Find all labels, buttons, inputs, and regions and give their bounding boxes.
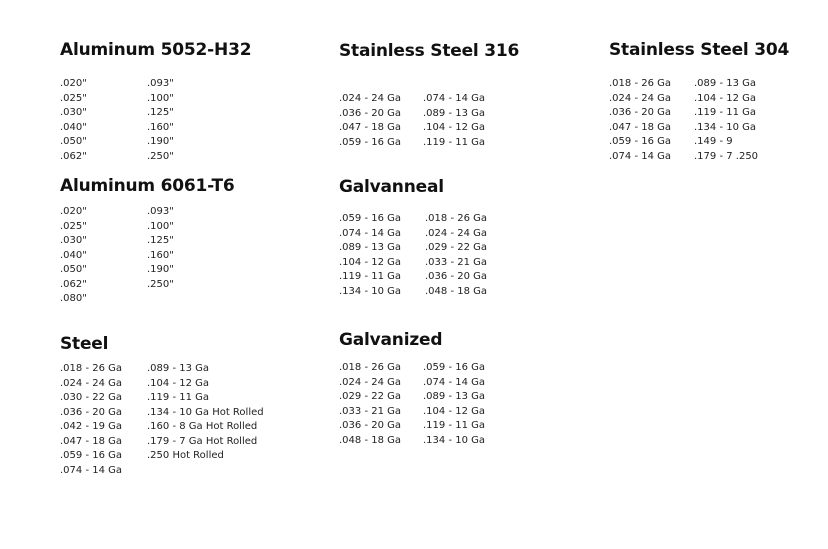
list-item: .030"	[60, 235, 87, 246]
list-item: .190"	[147, 136, 174, 147]
list-item: .024 - 24 Ga	[339, 93, 402, 104]
list-item: .134 - 10 Ga	[423, 434, 486, 446]
list-item: .100"	[147, 92, 174, 104]
list-col-1	[339, 361, 401, 448]
section-title: Galvanized	[339, 330, 443, 350]
list-item: .018 - 26 Ga	[60, 363, 123, 374]
list-item: .093"	[147, 206, 174, 217]
section-galvanneal	[339, 177, 488, 297]
list-item: .062"	[60, 278, 87, 290]
list-item: .018 - 26 Ga	[425, 213, 488, 224]
list-item: .025"	[60, 220, 87, 232]
list-item: .024 - 24 Ga	[425, 227, 488, 239]
list-col-1	[60, 77, 87, 164]
list-item: .119 - 11 Ga	[147, 392, 210, 403]
list-item: .250"	[147, 150, 174, 162]
list-item: .160 - 8 Ga Hot Rolled	[147, 421, 258, 432]
list-item: .074 - 14 Ga	[423, 93, 486, 104]
section-steel	[60, 334, 264, 476]
list-item: .080"	[60, 293, 87, 304]
section-galvanized	[339, 330, 486, 446]
list-item: .074 - 14 Ga	[423, 376, 486, 388]
list-item: .134 - 10 Ga	[694, 121, 757, 133]
section-title: Stainless Steel 304	[609, 40, 790, 60]
section-stainless-316	[339, 41, 520, 148]
list-item: .020"	[60, 78, 87, 89]
list-item: .089 - 13 Ga	[694, 78, 757, 89]
list-col-1	[339, 92, 401, 150]
section-title: Steel	[60, 334, 109, 354]
list-item: .036 - 20 Ga	[609, 107, 672, 118]
list-item: .119 - 11 Ga	[423, 420, 486, 431]
list-item: .059 - 16 Ga	[609, 136, 672, 147]
list-item: .104 - 12 Ga	[147, 377, 210, 389]
list-item: .048 - 18 Ga	[425, 285, 488, 297]
list-item: .040"	[60, 249, 87, 261]
list-item: .125"	[147, 235, 174, 246]
list-item: .250 Hot Rolled	[147, 450, 224, 461]
list-col-2	[147, 362, 264, 464]
list-item: .047 - 18 Ga	[60, 435, 123, 447]
list-item: .160"	[147, 249, 174, 261]
list-item: .018 - 26 Ga	[339, 362, 402, 373]
list-item: .074 - 14 Ga	[60, 464, 123, 476]
list-item: .062"	[60, 150, 87, 162]
list-item: .047 - 18 Ga	[609, 121, 672, 133]
list-col-2	[694, 77, 758, 164]
list-item: .020"	[60, 206, 87, 217]
list-item: .119 - 11 Ga	[694, 107, 757, 118]
list-item: .089 - 13 Ga	[423, 107, 486, 119]
list-item: .104 - 12 Ga	[423, 122, 486, 133]
list-item: .036 - 20 Ga	[60, 406, 123, 418]
section-title: Galvanneal	[339, 177, 444, 197]
list-item: .089 - 13 Ga	[147, 363, 210, 374]
list-item: .024 - 24 Ga	[339, 376, 402, 388]
list-item: .089 - 13 Ga	[339, 242, 402, 253]
list-item: .033 - 21 Ga	[425, 256, 488, 268]
list-item: .089 - 13 Ga	[423, 391, 486, 402]
list-item: .074 - 14 Ga	[339, 227, 402, 239]
section-title: Aluminum 5052-H32	[60, 40, 252, 60]
section-aluminum-6061	[60, 176, 235, 304]
list-item: .029 - 22 Ga	[425, 242, 488, 253]
list-item: .042 - 19 Ga	[60, 421, 123, 432]
list-item: .119 - 11 Ga	[339, 271, 402, 282]
list-col-1	[60, 205, 87, 307]
list-item: .029 - 22 Ga	[339, 391, 402, 402]
list-item: .024 - 24 Ga	[609, 92, 672, 104]
list-item: .134 - 10 Ga Hot Rolled	[147, 406, 264, 418]
list-col-1	[339, 212, 401, 299]
list-item: .179 - 7 .250	[694, 150, 759, 162]
list-item: .059 - 16 Ga	[423, 362, 486, 373]
list-item: .048 - 18 Ga	[339, 434, 402, 446]
list-item: .104 - 12 Ga	[339, 256, 402, 268]
list-item: .093"	[147, 78, 174, 89]
list-item: .030 - 22 Ga	[60, 392, 123, 403]
list-item: .036 - 20 Ga	[339, 107, 402, 119]
list-item: .104 - 12 Ga	[423, 405, 486, 417]
list-item: .250"	[147, 278, 174, 290]
section-title: Aluminum 6061-T6	[60, 176, 235, 196]
list-item: .119 - 11 Ga	[423, 136, 486, 148]
section-aluminum-5052	[60, 40, 252, 162]
list-col-1	[609, 77, 671, 164]
list-col-2	[423, 361, 485, 448]
list-col-2	[147, 77, 174, 164]
list-col-2	[423, 92, 485, 150]
section-title: Stainless Steel 316	[339, 41, 520, 61]
list-item: .125"	[147, 107, 174, 118]
list-item: .024 - 24 Ga	[60, 377, 123, 389]
list-item: .134 - 10 Ga	[339, 285, 402, 297]
list-item: .036 - 20 Ga	[425, 271, 488, 282]
list-item: .149 - 9	[694, 136, 733, 147]
list-item: .059 - 16 Ga	[339, 136, 402, 148]
list-item: .059 - 16 Ga	[60, 450, 123, 461]
list-item: .100"	[147, 220, 174, 232]
list-col-1	[60, 362, 122, 478]
list-item: .030"	[60, 107, 87, 118]
list-item: .025"	[60, 92, 87, 104]
list-item: .050"	[60, 264, 87, 275]
list-col-2	[147, 205, 174, 292]
list-item: .059 - 16 Ga	[339, 213, 402, 224]
list-item: .033 - 21 Ga	[339, 405, 402, 417]
list-item: .036 - 20 Ga	[339, 420, 402, 431]
list-item: .104 - 12 Ga	[694, 92, 757, 104]
list-col-2	[425, 212, 487, 299]
list-item: .160"	[147, 121, 174, 133]
list-item: .050"	[60, 136, 87, 147]
list-item: .018 - 26 Ga	[609, 78, 672, 89]
list-item: .074 - 14 Ga	[609, 150, 672, 162]
section-stainless-304	[609, 40, 790, 162]
list-item: .179 - 7 Ga Hot Rolled	[147, 435, 258, 447]
list-item: .190"	[147, 264, 174, 275]
list-item: .047 - 18 Ga	[339, 122, 402, 133]
list-item: .040"	[60, 121, 87, 133]
